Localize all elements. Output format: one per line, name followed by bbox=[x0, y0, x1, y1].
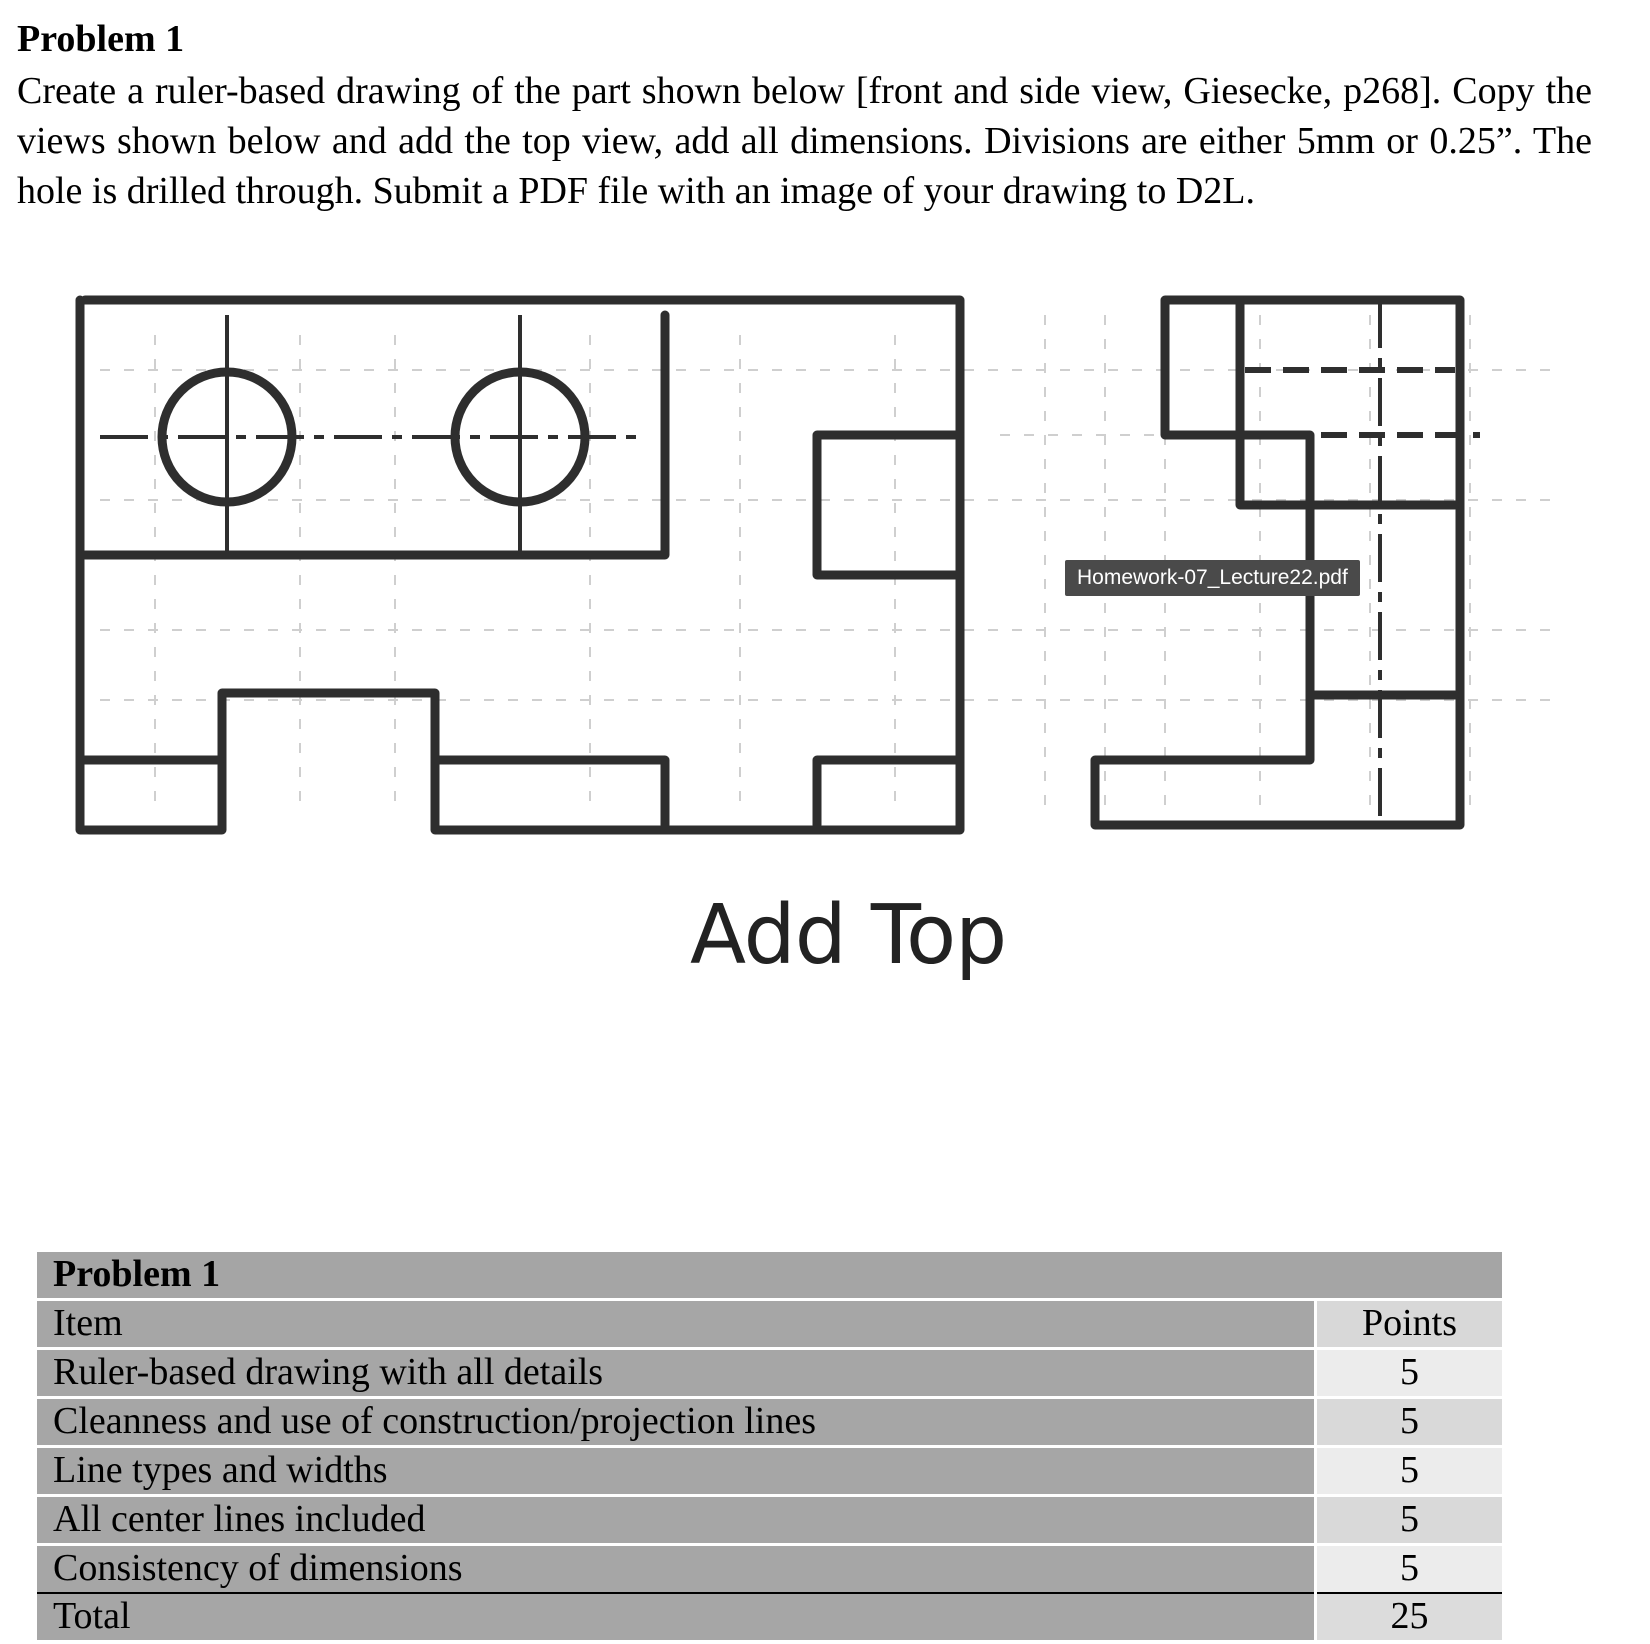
row-points: 5 bbox=[1316, 1496, 1503, 1545]
total-label: Total bbox=[37, 1593, 1316, 1640]
rubric-total-row bbox=[37, 1593, 1502, 1640]
table-row bbox=[37, 1447, 1502, 1496]
row-item: Consistency of dimensions bbox=[37, 1545, 1316, 1594]
table-row bbox=[37, 1398, 1502, 1447]
rubric-header-row bbox=[37, 1300, 1502, 1349]
problem-heading: Problem 1 bbox=[17, 18, 185, 60]
center-lines bbox=[100, 315, 640, 555]
add-top-caption: Add Top bbox=[690, 888, 1007, 983]
row-points: 5 bbox=[1316, 1349, 1503, 1398]
table-row bbox=[37, 1349, 1502, 1398]
file-tooltip: Homework-07_Lecture22.pdf bbox=[1065, 560, 1360, 596]
row-points: 5 bbox=[1316, 1398, 1503, 1447]
row-points: 5 bbox=[1316, 1447, 1503, 1496]
table-row bbox=[37, 1496, 1502, 1545]
problem-instructions: Create a ruler-based drawing of the part shown below [front and side view, Giesecke, p268]. Copy the views shown below and add the top view, add all dimensions. Divisions are either 5mm or 0.25”. The hole is drilled through. Submit a PDF file with an image of your drawing to D2L. bbox=[17, 70, 1592, 212]
rubric-table bbox=[37, 1252, 1502, 1640]
row-item: All center lines included bbox=[37, 1496, 1316, 1545]
header-points: Points bbox=[1316, 1300, 1503, 1349]
row-item: Line types and widths bbox=[37, 1447, 1316, 1496]
row-points: 5 bbox=[1316, 1545, 1503, 1594]
row-item: Ruler-based drawing with all details bbox=[37, 1349, 1316, 1398]
rubric-title: Problem 1 bbox=[37, 1252, 1502, 1300]
rubric-title-row bbox=[37, 1252, 1502, 1300]
table-row bbox=[37, 1545, 1502, 1594]
side-hidden-lines bbox=[1245, 370, 1480, 435]
row-item: Cleanness and use of construction/projection lines bbox=[37, 1398, 1316, 1447]
total-points: 25 bbox=[1316, 1593, 1503, 1640]
header-item: Item bbox=[37, 1300, 1316, 1349]
